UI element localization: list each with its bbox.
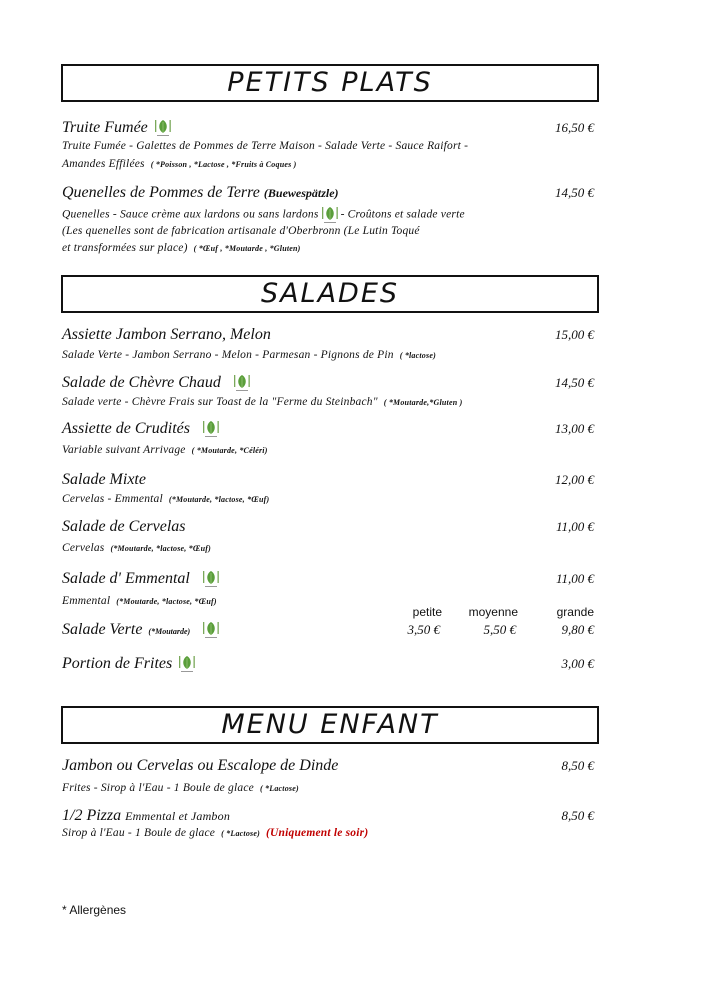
- item-name: Jambon ou Cervelas ou Escalope de Dinde: [62, 757, 339, 774]
- price-moyenne: 5,50 €: [483, 622, 516, 637]
- desc-text: Emmental: [62, 595, 111, 607]
- item-description: (Les quenelles sont de fabrication artisanale d'Oberbronn (Le Lutin Toqué: [62, 225, 420, 237]
- item-price: 14,50 €: [555, 375, 594, 390]
- desc-text: - Croûtons et salade verte: [340, 208, 465, 221]
- vegetarian-icon: [202, 620, 220, 640]
- section-title-salades: SALADES: [61, 275, 599, 313]
- section-title-menu-enfant: MENU ENFANT: [61, 706, 599, 744]
- allergens: ( *Œuf , *Moutarde , *Gluten): [193, 244, 301, 253]
- item-name: Assiette de Crudités: [62, 420, 190, 437]
- desc-text: Sirop à l'Eau - 1 Boule de glace: [62, 827, 216, 839]
- item-price: 8,50 €: [561, 758, 594, 773]
- vegetarian-icon: [321, 205, 339, 225]
- item-name: Truite Fumée: [62, 119, 148, 136]
- desc-text: Salade verte - Chèvre Frais sur Toast de la "Ferme du Steinbach": [62, 396, 378, 408]
- desc-text: Amandes Effilées: [62, 158, 145, 170]
- evening-only-note: (Uniquement le soir): [265, 827, 369, 839]
- desc-text: Cervelas: [62, 542, 105, 554]
- item-price: 15,00 €: [555, 327, 594, 342]
- item-name: Salade de Cervelas: [62, 518, 186, 535]
- vegetarian-icon: [178, 654, 196, 674]
- vegetarian-icon: [202, 419, 220, 439]
- allergens: ( *Poisson , *Lactose , *Fruits à Coques ): [150, 160, 297, 169]
- item-name: Assiette Jambon Serrano, Melon: [62, 326, 271, 343]
- price-grande: 9,80 €: [561, 622, 594, 637]
- item-description: [62, 491, 595, 508]
- item-price: 13,00 €: [555, 421, 594, 436]
- section-title-petits-plats: PETITS PLATS: [61, 64, 599, 102]
- desc-text: Salade Verte - Jambon Serrano - Melon - Parmesan - Pignons de Pin: [62, 349, 394, 361]
- item-description: [62, 825, 595, 842]
- item-name: Salade Verte: [62, 621, 143, 638]
- item-description: [62, 240, 595, 257]
- desc-text: Quenelles - Sauce crème aux lardons ou sans lardons: [62, 208, 319, 221]
- item-price: 3,00 €: [561, 656, 594, 671]
- vegetarian-icon: [233, 373, 251, 393]
- item-description: [62, 394, 595, 411]
- item-description: [62, 347, 595, 364]
- desc-text: Variable suivant Arrivage: [62, 444, 186, 456]
- item-name: Quenelles de Pommes de Terre: [62, 184, 260, 201]
- item-name: Portion de Frites: [62, 655, 173, 672]
- item-price: 8,50 €: [561, 808, 594, 823]
- item-price: 12,00 €: [555, 472, 594, 487]
- item-name: Salade Mixte: [62, 471, 146, 488]
- item-name: 1/2 Pizza: [62, 807, 122, 824]
- item-description: [62, 205, 595, 225]
- desc-text: Cervelas - Emmental: [62, 493, 163, 505]
- item-name: Salade de Chèvre Chaud: [62, 374, 221, 391]
- price-petite: 3,50 €: [407, 622, 440, 637]
- item-description: [62, 780, 595, 797]
- size-label-petite: petite: [412, 605, 442, 619]
- vegetarian-icon: [154, 118, 172, 138]
- item-subtitle: (Buewespätzle): [263, 186, 339, 200]
- item-price: 11,00 €: [555, 571, 594, 586]
- item-description: [62, 156, 595, 173]
- allergens: (*Moutarde): [148, 627, 191, 636]
- allergens: ( *Lactose): [259, 784, 299, 793]
- desc-text: Frites - Sirop à l'Eau - 1 Boule de glace: [62, 782, 254, 794]
- allergens: ( *Lactose): [221, 829, 260, 838]
- allergens: (*Moutarde, *lactose, *Œuf): [110, 544, 211, 553]
- item-price: 16,50 €: [555, 120, 594, 135]
- item-subtitle: Emmental et Jambon: [125, 809, 231, 823]
- desc-text: et transformées sur place): [62, 242, 188, 254]
- item-name: Salade d' Emmental: [62, 570, 190, 587]
- vegetarian-icon: [202, 569, 220, 589]
- allergens: ( *lactose): [399, 351, 436, 360]
- allergens: (*Moutarde, *lactose, *Œuf): [116, 597, 217, 606]
- item-description: [62, 540, 595, 557]
- allergens: ( *Moutarde, *Céléri): [191, 446, 268, 455]
- allergens: (*Moutarde, *lactose, *Œuf): [168, 495, 270, 504]
- size-label-moyenne: moyenne: [468, 605, 518, 619]
- item-description: Truite Fumée - Galettes de Pommes de Terre Maison - Salade Verte - Sauce Raifort -: [62, 140, 469, 152]
- allergen-footnote: * Allergènes: [62, 903, 127, 917]
- item-description: [62, 442, 595, 459]
- item-price: 14,50 €: [555, 185, 594, 200]
- item-price: 11,00 €: [555, 519, 594, 534]
- size-label-grande: grande: [556, 605, 594, 619]
- allergens: ( *Moutarde,*Gluten ): [383, 398, 463, 407]
